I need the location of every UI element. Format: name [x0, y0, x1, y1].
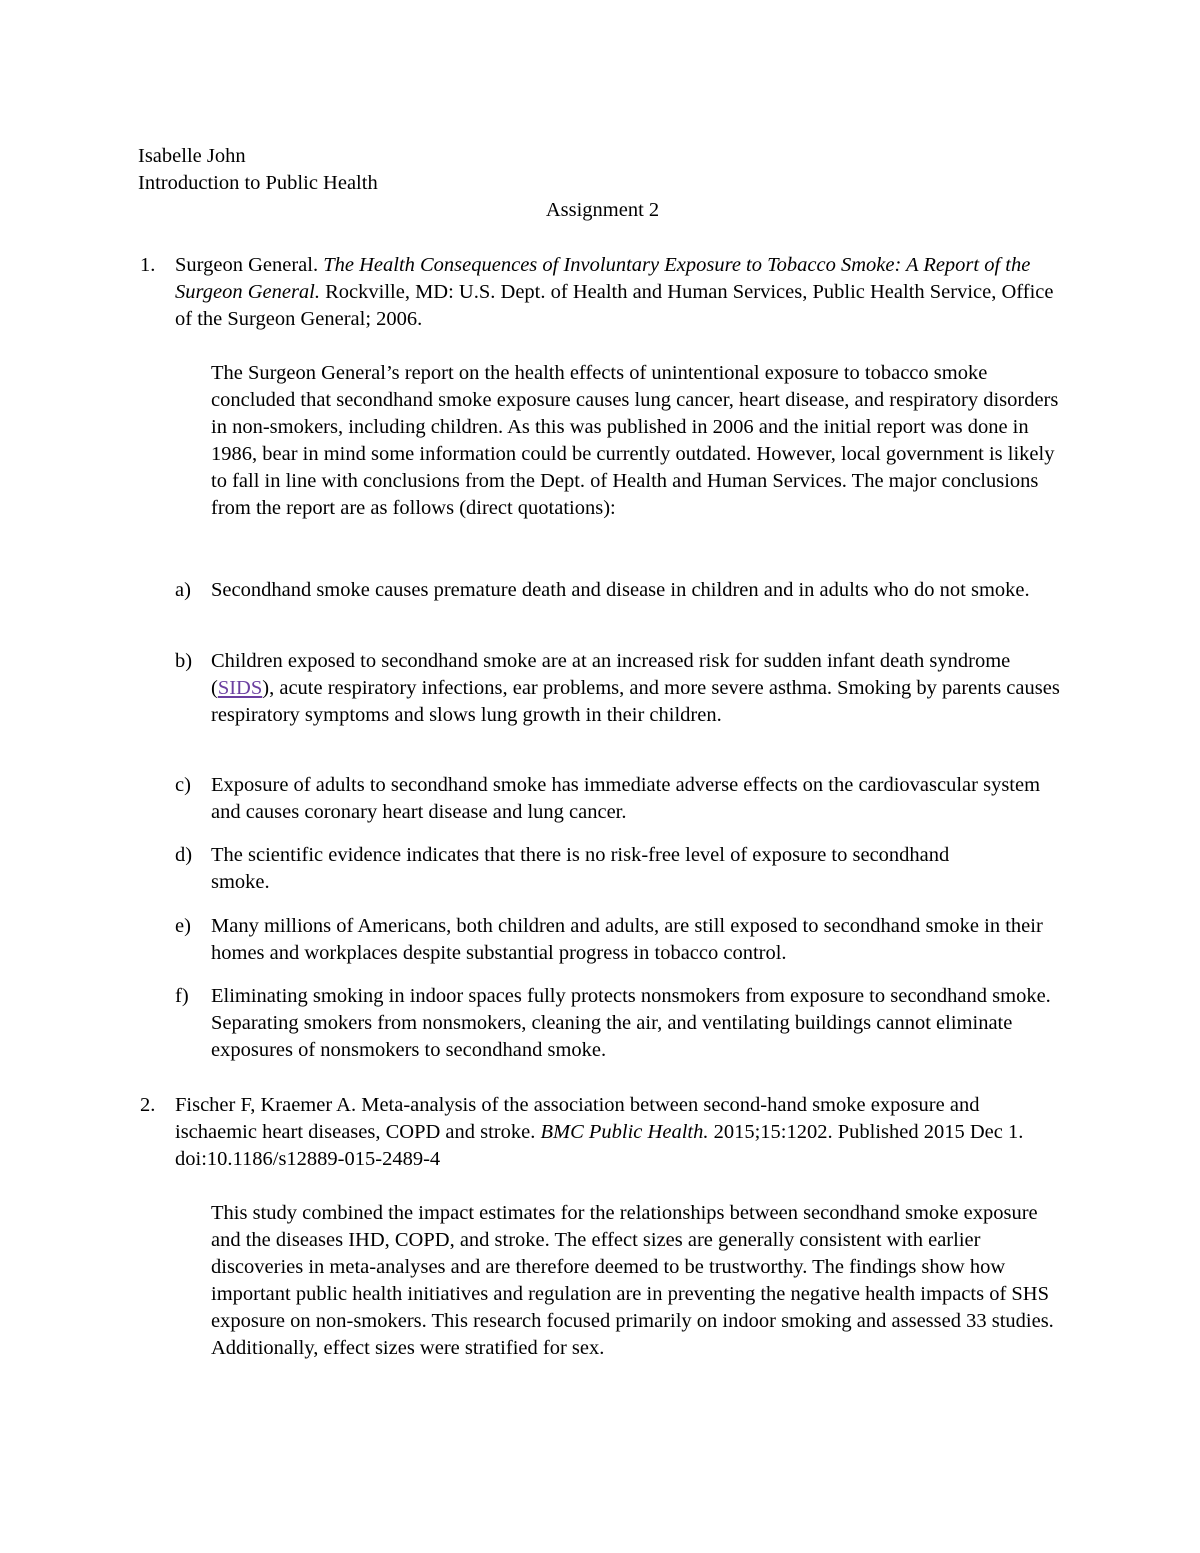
reference-number-2: 2.	[140, 1094, 156, 1116]
citation-journal: BMC Public Health.	[540, 1121, 709, 1143]
reference-citation-1	[175, 252, 1055, 333]
citation-author: Surgeon General.	[175, 254, 324, 276]
conclusion-letter-c: c)	[175, 774, 191, 796]
page-title: Assignment 2	[545, 199, 660, 221]
conclusion-b-text-start: Children exposed to secondhand smoke are at an increased risk for sudden infant death syndrome (	[211, 650, 1011, 699]
reference-citation-2	[175, 1092, 1035, 1173]
conclusion-d: The scientific evidence indicates that there is no risk-free level of exposure to secondhand smoke.	[211, 844, 950, 893]
conclusion-letter-d: d)	[175, 844, 193, 866]
conclusion-letter-f: f)	[175, 985, 189, 1007]
citation-author: Fischer F, Kraemer A. Meta-analysis of the association between second-hand smoke exposure and ischaemic heart diseases, COPD and stroke.	[175, 1094, 980, 1143]
conclusion-b-text-end: ), acute respiratory infections, ear problems, and more severe asthma. Smoking by parents causes respiratory symptoms and slows lung growth in their children.	[211, 677, 1060, 726]
conclusion-letter-a: a)	[175, 579, 191, 601]
summary-text: The Surgeon General’s report on the health effects of unintentional exposure to tobacco smoke concluded that secondhand smoke exposure causes lung cancer, heart disease, and respiratory disorders in non-smokers, including children. As this was published in 2006 and the initial report was done in 1986, bear in mind some information could be currently outdated. However, local government is likely to fall in line with conclusions from the Dept. of Health and Human Services. The major conclusions from the report are as follows (direct quotations):	[211, 362, 1059, 519]
conclusion-e: Many millions of Americans, both children and adults, are still exposed to secondhand smoke in their homes and workplaces despite substantial progress in tobacco control.	[211, 915, 1043, 964]
reference-summary-1	[211, 360, 1066, 522]
citation-details: 2015;15:1202. Published 2015 Dec 1. doi:10.1186/s12889-015-2489-4	[175, 1121, 1024, 1170]
reference-summary-2	[211, 1200, 1066, 1362]
reference-number-1: 1.	[140, 254, 156, 276]
conclusion-b	[211, 648, 1061, 729]
summary-text: This study combined the impact estimates for the relationships between secondhand smoke exposure and the diseases IHD, COPD, and stroke. The effect sizes are generally consistent with earlier discoveries in meta-analyses and are therefore deemed to be trustworthy. The findings show how important public health initiatives and regulation are in preventing the negative health impacts of SHS exposure on non-smokers. This research focused primarily on indoor smoking and assessed 33 studies. Additionally, effect sizes were stratified for sex.	[211, 1202, 1054, 1359]
author-name: Isabelle John	[138, 145, 246, 167]
course-name: Introduction to Public Health	[138, 172, 378, 194]
citation-title: The Health Consequences of Involuntary Exposure to Tobacco Smoke: A Report of the Surgeon General.	[175, 254, 1031, 303]
sids-link[interactable]: SIDS	[217, 677, 263, 699]
citation-publisher: Rockville, MD: U.S. Dept. of Health and Human Services, Public Health Service, Office of the Surgeon General; 2006.	[175, 281, 1054, 330]
conclusion-f: Eliminating smoking in indoor spaces fully protects nonsmokers from exposure to secondhand smoke. Separating smokers from nonsmokers, cleaning the air, and ventilating buildings cannot eliminate exposures of nonsmokers to secondhand smoke.	[211, 985, 1051, 1061]
conclusion-c: Exposure of adults to secondhand smoke has immediate adverse effects on the cardiovascular system and causes coronary heart disease and lung cancer.	[211, 774, 1041, 823]
conclusion-letter-b: b)	[175, 650, 193, 672]
conclusion-a: Secondhand smoke causes premature death and disease in children and in adults who do not smoke.	[211, 579, 1030, 601]
conclusion-letter-e: e)	[175, 915, 191, 937]
